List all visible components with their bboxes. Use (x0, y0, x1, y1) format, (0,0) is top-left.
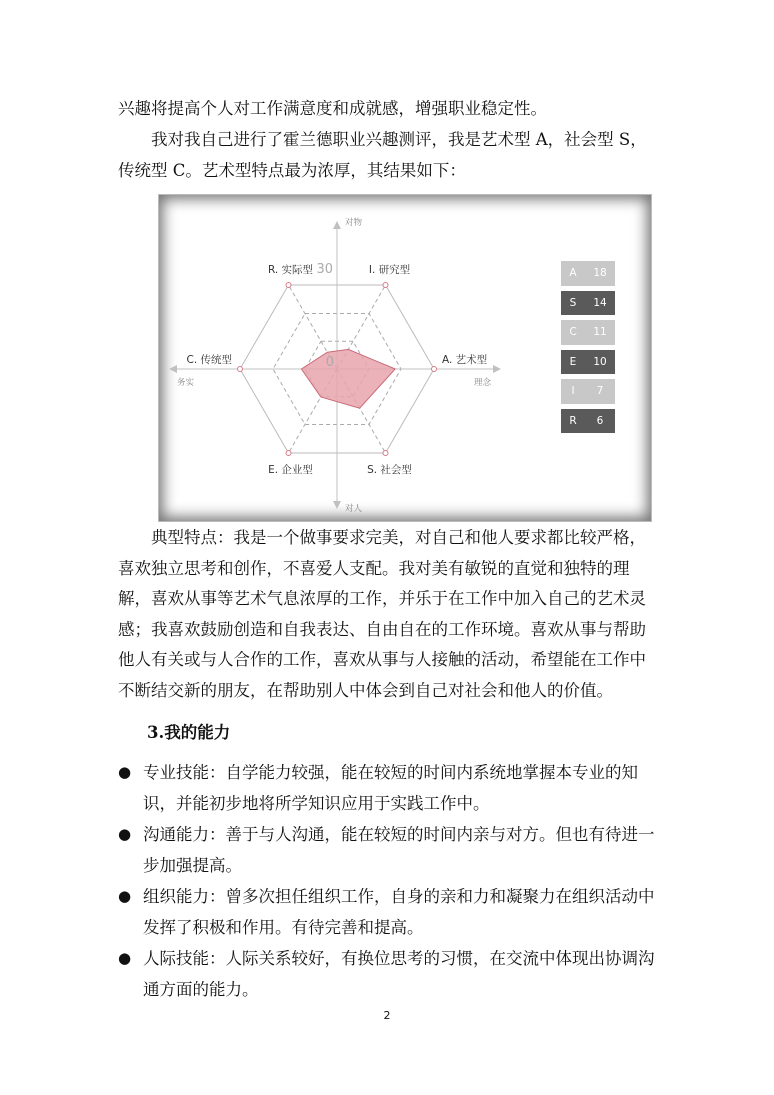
arrow-up-icon (333, 221, 341, 229)
arrow-right-icon (493, 365, 501, 373)
arrow-down-icon (333, 501, 341, 509)
holland-radar-figure (158, 194, 652, 522)
vertex-dot (383, 451, 388, 456)
radar-data-polygon (301, 349, 395, 408)
legend-value: 7 (596, 385, 604, 398)
dimension-label: C. 传统型 (186, 354, 232, 366)
legend-row-s (561, 291, 615, 316)
dimension-label: I. 研究型 (368, 263, 411, 276)
legend-value: 10 (593, 355, 607, 368)
axis-label-left: 务实 (177, 378, 195, 388)
typical-traits-paragraph: 典型特点：我是一个做事要求完美，对自己和他人要求都比较严格，喜欢独立思考和创作，不喜爱人支配。我对美有敏锐的直觉和独特的理解，喜欢从事等艺术气息浓厚的工作，并乐于在工作中加入自己的艺术灵感；我喜欢鼓励创造和自我表达、自由自在的工作环境。喜欢从事与帮助他人有关或与人合作的工作，喜欢从事与人接触的活动，希望能在工作中不断结交新的朋友，在帮助别人中体会到自己对社会和他人的价值。 (118, 528, 646, 700)
vertex-dot (286, 451, 291, 456)
legend-row-a (561, 261, 615, 286)
dimension-label: A. 艺术型 (442, 354, 488, 366)
dimension-label: E. 企业型 (268, 464, 313, 477)
legend-row-c (561, 320, 615, 345)
bullet-icon: ● (118, 949, 132, 967)
ability-item-interpersonal: 人际技能：人际关系较好，有换位思考的习惯，在交流中体现出协调沟通方面的能力。 (143, 949, 655, 999)
legend-code: A (569, 267, 577, 280)
dimension-label: R. 实际型 (267, 263, 314, 276)
axis-label-bottom: 对人 (345, 504, 363, 514)
vertex-dot (238, 367, 243, 372)
legend-value: 11 (593, 326, 607, 339)
intro-paragraph-end: 兴趣将提高个人对工作满意度和成就感，增强职业稳定性。 (118, 99, 547, 118)
legend-code: R (569, 414, 577, 427)
vertex-dot (286, 282, 291, 287)
bullet-icon: ● (118, 887, 132, 905)
legend-code: I (571, 385, 575, 398)
ability-item-professional: 专业技能：自学能力较强，能在较短的时间内系统地掌握本专业的知识，并能初步地将所学知识应用于实践工作中。 (143, 763, 638, 813)
legend-row-i (561, 379, 615, 404)
score-legend (561, 261, 615, 438)
axis-label-right: 理念 (473, 378, 491, 388)
legend-value: 18 (593, 267, 607, 280)
vertex-dot (383, 282, 388, 287)
legend-code: C (569, 326, 577, 339)
legend-value: 6 (596, 414, 604, 427)
legend-code: E (569, 355, 577, 368)
bullet-icon: ● (118, 763, 132, 781)
dimension-label: S. 社会型 (367, 464, 412, 477)
scale-zero-label: 0 (325, 355, 334, 370)
bullet-icon: ● (118, 825, 132, 843)
arrow-left-icon (169, 365, 177, 373)
page-number: 2 (383, 1009, 391, 1022)
section-title-abilities: 3.我的能力 (147, 723, 231, 742)
ability-item-communication: 沟通能力：善于与人沟通，能在较短的时间内亲与对方。但也有待进一步加强提高。 (143, 825, 655, 875)
legend-code: S (569, 296, 577, 309)
ability-item-organization: 组织能力：曾多次担任组织工作，自身的亲和力和凝聚力在组织活动中发挥了积极和作用。有待完善和提高。 (143, 887, 655, 937)
axis-label-top: 对物 (345, 218, 363, 228)
legend-row-r (561, 409, 615, 434)
legend-value: 14 (593, 296, 607, 309)
legend-row-e (561, 350, 615, 375)
holland-test-paragraph: 我对我自己进行了霍兰德职业兴趣测评，我是艺术型 A，社会型 S，传统型 C。艺术型特点最为浓厚，其结果如下： (118, 130, 647, 180)
scale-max-label: 30 (316, 262, 333, 277)
vertex-dot (432, 367, 437, 372)
